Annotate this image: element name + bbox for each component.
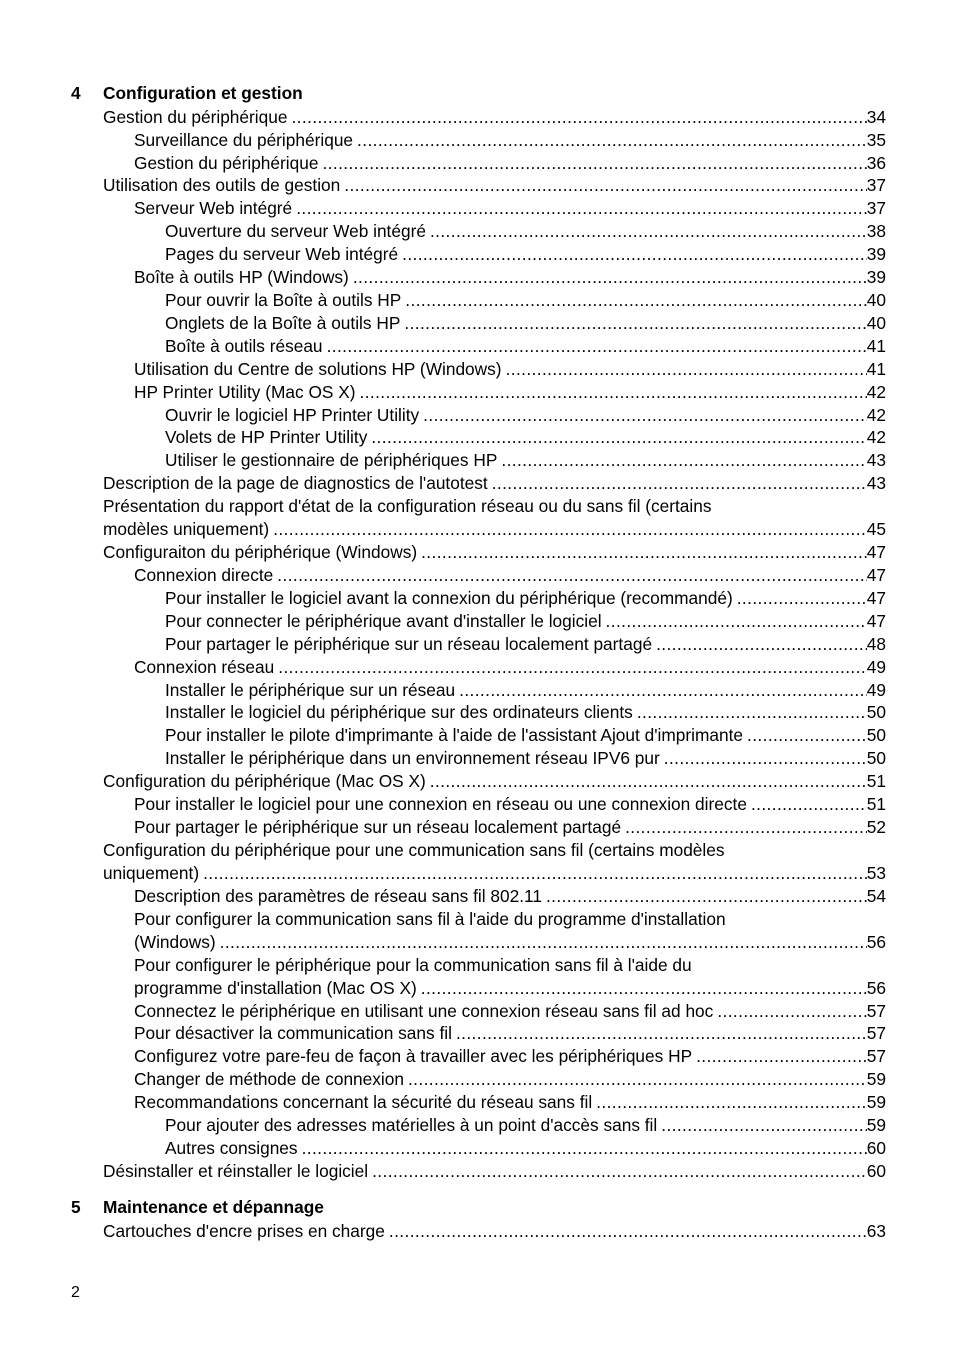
toc-leader <box>353 129 867 152</box>
footer-page-number: 2 <box>71 1284 80 1301</box>
toc-page-number: 48 <box>866 634 886 654</box>
toc-entry-label: Pour partager le périphérique sur un réseau localement partagé <box>165 634 653 654</box>
toc-entry-label: Onglets de la Boîte à outils HP <box>165 313 401 333</box>
toc-entry[interactable] <box>134 1045 886 1068</box>
toc-entry[interactable] <box>134 129 886 152</box>
toc-page-number: 50 <box>866 725 886 745</box>
toc-leader <box>398 243 867 266</box>
toc-page-number: 42 <box>866 405 886 425</box>
toc-entry[interactable] <box>165 312 886 335</box>
toc-leader <box>426 770 867 793</box>
toc-entry[interactable] <box>165 633 886 656</box>
toc-entry[interactable] <box>134 816 886 839</box>
toc-entry[interactable] <box>134 152 886 175</box>
toc-leader <box>401 289 866 312</box>
toc-entry-label: Utiliser le gestionnaire de périphériques HP <box>165 450 498 470</box>
toc-entry-label: (Windows) <box>134 932 216 952</box>
toc-entry[interactable] <box>134 381 886 404</box>
toc-entry[interactable] <box>165 1114 886 1137</box>
toc-entry-label: Recommandations concernant la sécurité du réseau sans fil <box>134 1092 593 1112</box>
toc-entry-label: Pour ajouter des adresses matérielles à un point d'accès sans fil <box>165 1115 658 1135</box>
toc-entry[interactable] <box>134 1022 886 1045</box>
toc-page-number: 63 <box>866 1221 886 1241</box>
toc-entry-label: Description de la page de diagnostics de l'autotest <box>103 473 488 493</box>
chapter-title: Maintenance et dépannage <box>103 1197 324 1217</box>
toc-entry-label: uniquement) <box>103 863 200 883</box>
toc-leader <box>502 358 867 381</box>
toc-entry-label: Connexion réseau <box>134 657 275 677</box>
toc-entry[interactable] <box>165 243 886 266</box>
toc-entry-label: Cartouches d'encre prises en charge <box>103 1221 385 1241</box>
toc-page-number: 50 <box>866 748 886 768</box>
toc-entry[interactable] <box>134 1091 886 1114</box>
toc-page-number: 41 <box>866 359 886 379</box>
toc-entry-label: Installer le périphérique dans un environnement réseau IPV6 pur <box>165 748 660 768</box>
toc-entry[interactable] <box>134 885 886 908</box>
toc-entry-label: Boîte à outils réseau <box>165 336 323 356</box>
toc-entry[interactable] <box>103 770 886 793</box>
toc-leader <box>273 564 866 587</box>
toc-entry-label: Gestion du périphérique <box>134 153 319 173</box>
toc-page-number: 59 <box>866 1069 886 1089</box>
toc-leader <box>497 449 866 472</box>
toc-page-number: 42 <box>866 427 886 447</box>
toc-entry-label: Surveillance du périphérique <box>134 130 354 150</box>
toc-entry-label: Pour installer le pilote d'imprimante à l'aide de l'assistant Ajout d'imprimante <box>165 725 744 745</box>
toc-entry[interactable] <box>103 495 886 541</box>
toc-entry-label: Serveur Web intégré <box>134 198 293 218</box>
toc-page-number: 59 <box>866 1115 886 1135</box>
toc-entry[interactable] <box>103 541 886 564</box>
toc-entry-label: modèles uniquement) <box>103 519 270 539</box>
toc-entry[interactable] <box>103 106 886 129</box>
toc-entry-label: Ouverture du serveur Web intégré <box>165 221 426 241</box>
toc-page-number: 41 <box>866 336 886 356</box>
toc-page-number: 42 <box>866 382 886 402</box>
toc-page-number: 38 <box>866 221 886 241</box>
toc-entry-label: Pour ouvrir la Boîte à outils HP <box>165 290 402 310</box>
toc-leader <box>292 197 867 220</box>
toc-entry[interactable] <box>103 1220 886 1243</box>
toc-leader <box>385 1220 867 1243</box>
toc-page-number: 37 <box>866 198 886 218</box>
toc-page-number: 56 <box>866 978 886 998</box>
toc-page-number: 36 <box>866 153 886 173</box>
toc-entry[interactable] <box>165 449 886 472</box>
toc-entry-label: Désinstaller et réinstaller le logiciel <box>103 1161 369 1181</box>
toc-leader <box>488 472 867 495</box>
toc-entry-label-line1: Pour configurer la communication sans fil à l'aide du programme d'installation <box>134 909 726 929</box>
toc-leader <box>419 404 867 427</box>
toc-leader <box>542 885 867 908</box>
toc-entry-label: Configurez votre pare-feu de façon à travailler avec les périphériques HP <box>134 1046 693 1066</box>
chapter-number: 4 <box>71 83 81 103</box>
toc-entry-label: Ouvrir le logiciel HP Printer Utility <box>165 405 420 425</box>
toc-leader <box>426 220 867 243</box>
toc-leader <box>368 1160 867 1183</box>
toc-entry[interactable] <box>103 174 886 197</box>
toc-entry-label: Pour partager le périphérique sur un réseau localement partagé <box>134 817 622 837</box>
toc-entry[interactable] <box>165 724 886 747</box>
toc-page-number: 45 <box>866 519 886 539</box>
toc-entry-label: Gestion du périphérique <box>103 107 288 127</box>
toc-entry-label: Pour connecter le périphérique avant d'installer le logiciel <box>165 611 602 631</box>
toc-page-number: 51 <box>866 771 886 791</box>
toc-page-number: 51 <box>866 794 886 814</box>
toc-page-number: 54 <box>866 886 886 906</box>
toc-entry[interactable] <box>134 358 886 381</box>
toc-leader <box>733 587 867 610</box>
toc-entry-label: Pour désactiver la communication sans fil <box>134 1023 452 1043</box>
toc-entry-label: Configuraiton du périphérique (Windows) <box>103 542 418 562</box>
toc-leader <box>652 633 867 656</box>
toc-entry[interactable] <box>165 1137 886 1160</box>
toc-leader <box>455 679 867 702</box>
toc-entry[interactable] <box>165 220 886 243</box>
toc-page-number: 40 <box>866 313 886 333</box>
toc-leader <box>269 518 867 541</box>
toc-page-number: 39 <box>866 267 886 287</box>
toc-leader <box>287 106 866 129</box>
toc-entry[interactable] <box>103 839 886 885</box>
toc-entry-label: Installer le logiciel du périphérique sur des ordinateurs clients <box>165 702 633 722</box>
toc-leader <box>318 152 866 175</box>
toc-entry-label: programme d'installation (Mac OS X) <box>134 978 417 998</box>
toc-page-number: 59 <box>866 1092 886 1112</box>
toc-page-number: 43 <box>866 450 886 470</box>
toc-entry-label: Pour installer le logiciel pour une connexion en réseau ou une connexion directe <box>134 794 747 814</box>
toc-leader <box>417 977 867 1000</box>
toc-page-number: 47 <box>866 565 886 585</box>
toc-leader <box>298 1137 867 1160</box>
toc-entry[interactable] <box>165 404 886 427</box>
toc-entry-label: Pages du serveur Web intégré <box>165 244 399 264</box>
toc-entry[interactable] <box>134 1000 886 1023</box>
toc-page-number: 37 <box>866 175 886 195</box>
toc-page-number: 34 <box>866 107 886 127</box>
toc-entry[interactable] <box>165 679 886 702</box>
toc-leader <box>349 266 867 289</box>
toc-leader <box>323 335 867 358</box>
toc-page-number: 52 <box>866 817 886 837</box>
toc-entry-label: Description des paramètres de réseau sans fil 802.11 <box>134 886 542 906</box>
toc-entry[interactable] <box>103 472 886 495</box>
toc-page-number: 47 <box>866 542 886 562</box>
toc-page-number: 40 <box>866 290 886 310</box>
toc-entry-label: HP Printer Utility (Mac OS X) <box>134 382 356 402</box>
toc-entry-label-line1: Pour configurer le périphérique pour la communication sans fil à l'aide du <box>134 955 692 975</box>
toc-leader <box>743 724 867 747</box>
toc-page-number: 60 <box>866 1161 886 1181</box>
toc-entry[interactable] <box>103 1160 886 1183</box>
toc-page-number: 39 <box>866 244 886 264</box>
toc-leader <box>340 174 866 197</box>
toc-entry[interactable] <box>165 701 886 724</box>
toc-leader <box>367 426 866 449</box>
chapter-number: 5 <box>71 1197 81 1217</box>
toc-entry[interactable] <box>134 908 886 954</box>
toc-leader <box>356 381 867 404</box>
toc-entry-label: Utilisation du Centre de solutions HP (Windows) <box>134 359 502 379</box>
toc-leader <box>400 312 866 335</box>
toc-page-number: 53 <box>866 863 886 883</box>
toc-leader <box>692 1045 867 1068</box>
toc-entry[interactable] <box>165 335 886 358</box>
toc-entry[interactable] <box>165 610 886 633</box>
toc-entry-label: Changer de méthode de connexion <box>134 1069 404 1089</box>
toc-leader <box>747 793 867 816</box>
toc-leader <box>633 701 867 724</box>
toc-page-number: 49 <box>866 657 886 677</box>
chapter-title: Configuration et gestion <box>103 83 303 103</box>
toc-page-number: 35 <box>866 130 886 150</box>
toc-page-number: 57 <box>866 1046 886 1066</box>
toc-leader <box>452 1022 867 1045</box>
toc-entry[interactable] <box>165 747 886 770</box>
toc-entry-label: Boîte à outils HP (Windows) <box>134 267 349 287</box>
toc-leader <box>660 747 867 770</box>
toc-entry[interactable] <box>134 564 886 587</box>
toc-entry[interactable] <box>134 197 886 220</box>
toc-page-number: 47 <box>866 611 886 631</box>
toc-leader <box>602 610 867 633</box>
toc-leader <box>713 1000 866 1023</box>
toc-entry-label: Utilisation des outils de gestion <box>103 175 341 195</box>
toc-entry-label: Connectez le périphérique en utilisant une connexion réseau sans fil ad hoc <box>134 1001 714 1021</box>
toc-entry[interactable] <box>165 587 886 610</box>
toc-page-number: 57 <box>866 1001 886 1021</box>
toc-entry-label: Pour installer le logiciel avant la connexion du périphérique (recommandé) <box>165 588 733 608</box>
toc-entry-label: Configuration du périphérique (Mac OS X) <box>103 771 426 791</box>
toc-entry-label-line1: Présentation du rapport d'état de la configuration réseau ou du sans fil (certains <box>103 496 712 516</box>
toc-entry-label: Connexion directe <box>134 565 274 585</box>
toc-entry[interactable] <box>134 954 886 1000</box>
toc-leader <box>404 1068 867 1091</box>
toc-page-number: 60 <box>866 1138 886 1158</box>
toc-page-number: 50 <box>866 702 886 722</box>
toc-entry[interactable] <box>134 1068 886 1091</box>
toc-entry[interactable] <box>165 289 886 312</box>
toc-entry-label-line1: Configuration du périphérique pour une communication sans fil (certains modèles <box>103 840 725 860</box>
toc-page-number: 43 <box>866 473 886 493</box>
toc-leader <box>274 656 866 679</box>
toc-entry-label: Volets de HP Printer Utility <box>165 427 368 447</box>
toc-entry[interactable] <box>165 426 886 449</box>
toc-leader <box>216 931 867 954</box>
toc-entry[interactable] <box>134 266 886 289</box>
toc-leader <box>417 541 867 564</box>
toc-leader <box>592 1091 867 1114</box>
toc-leader <box>657 1114 867 1137</box>
toc-entry-label: Installer le périphérique sur un réseau <box>165 680 456 700</box>
toc-leader <box>199 862 867 885</box>
toc-page-number: 49 <box>866 680 886 700</box>
toc-entry[interactable] <box>134 793 886 816</box>
toc-page-number: 56 <box>866 932 886 952</box>
toc-entry-label: Autres consignes <box>165 1138 298 1158</box>
toc-entry[interactable] <box>134 656 886 679</box>
toc-page-number: 47 <box>866 588 886 608</box>
toc-page-number: 57 <box>866 1023 886 1043</box>
toc-leader <box>621 816 867 839</box>
